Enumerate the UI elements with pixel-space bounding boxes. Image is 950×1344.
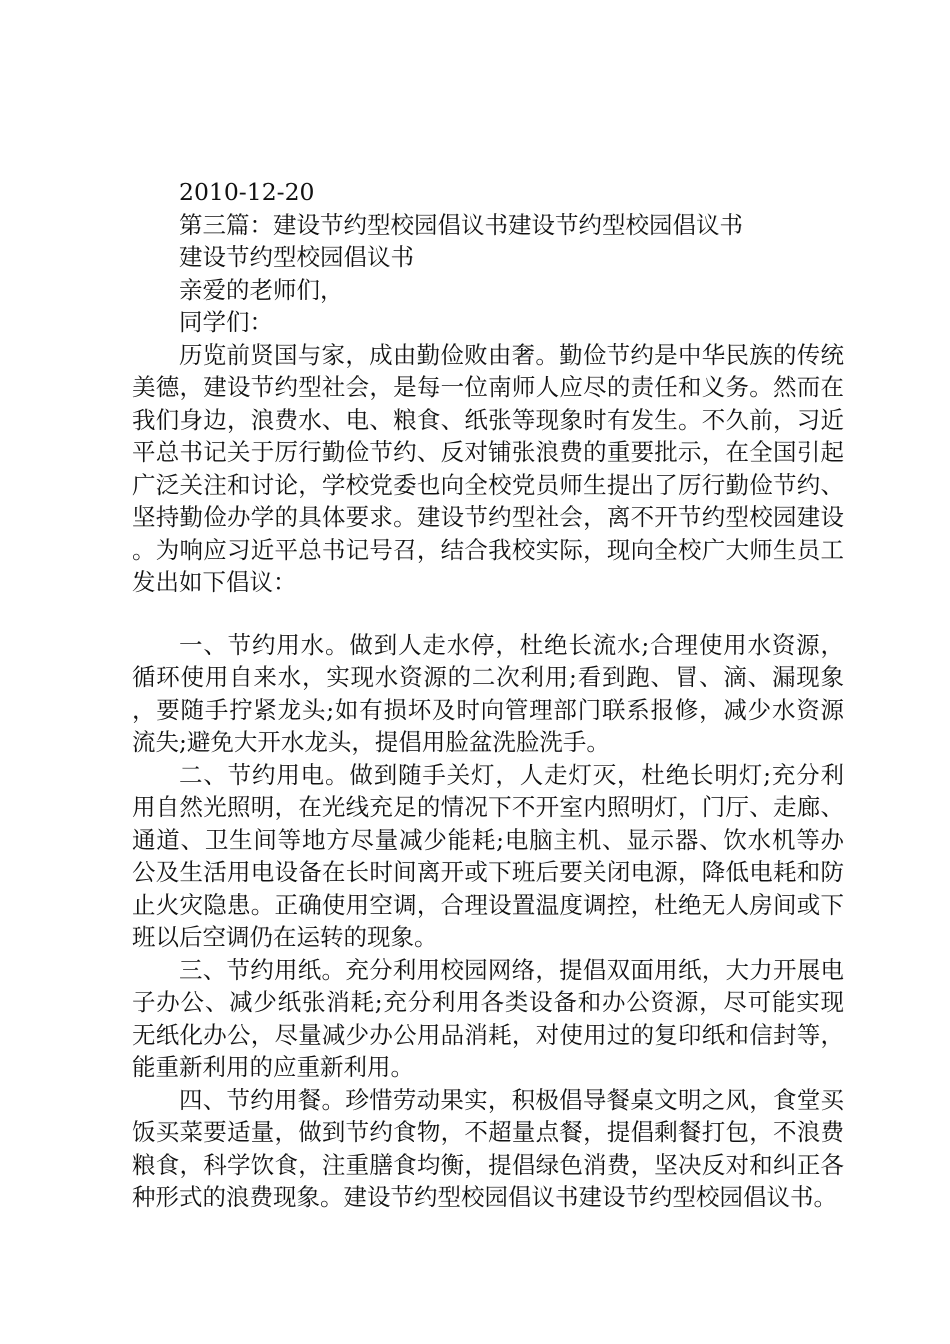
section-title: 第三篇：建设节约型校园倡议书建设节约型校园倡议书 bbox=[179, 210, 743, 239]
salutation-students: 同学们： bbox=[179, 308, 273, 336]
item-water: 一、节约用水。做到人走水停，杜绝长流水;合理使用水资源，循环使用自来水，实现水资源的二次利用;看到跑、冒、滴、漏现象，要随手拧紧龙头;如有损坏及时向管理部门联系报修，减少水资源流失;避免大开水龙头，提倡用脸盆洗脸洗手。 bbox=[132, 630, 844, 756]
item-meals: 四、节约用餐。珍惜劳动果实，积极倡导餐桌文明之风，食堂买饭买菜要适量，做到节约食物，不超量点餐，提倡剩餐打包，不浪费粮食，科学饮食，注重膳食均衡，提倡绿色消费，坚决反对和纠正各种形式的浪费现象。建设节约型校园倡议书建设节约型校园倡议书。 bbox=[132, 1085, 844, 1211]
document-body bbox=[132, 176, 844, 1214]
document-title: 建设节约型校园倡议书 bbox=[179, 243, 414, 271]
paragraph-gap bbox=[132, 599, 844, 629]
intro-paragraph: 历览前贤国与家，成由勤俭败由奢。勤俭节约是中华民族的传统美德，建设节约型社会，是每一位南师人应尽的责任和义务。然而在我们身边，浪费水、电、粮食、纸张等现象时有发生。不久前，习近平总书记关于厉行勤俭节约、反对铺张浪费的重要批示，在全国引起广泛关注和讨论，学校党委也向全校党员师生提出了厉行勤俭节约、坚持勤俭办学的具体要求。建设节约型社会，离不开节约型校园建设。为响应习近平总书记号召，结合我校实际，现向全校广大师生员工发出如下倡议： bbox=[132, 340, 844, 596]
item-electricity: 二、节约用电。做到随手关灯，人走灯灭，杜绝长明灯;充分利用自然光照明，在光线充足的情况下不开室内照明灯，门厅、走廊、通道、卫生间等地方尽量减少能耗;电脑主机、显示器、饮水机等办公及生活用电设备在长时间离开或下班后要关闭电源，降低电耗和防止火灾隐患。正确使用空调，合理设置温度调控，杜绝无人房间或下班以后空调仍在运转的现象。 bbox=[132, 760, 844, 951]
item-paper: 三、节约用纸。充分利用校园网络，提倡双面用纸，大力开展电子办公、减少纸张消耗;充分利用各类设备和办公资源，尽可能实现无纸化办公，尽量减少办公用品消耗，对使用过的复印纸和信封等，能重新利用的应重新利用。 bbox=[132, 955, 844, 1081]
document-date: 2010-12-20 bbox=[179, 178, 315, 206]
salutation-teachers: 亲爱的老师们， bbox=[179, 275, 344, 304]
